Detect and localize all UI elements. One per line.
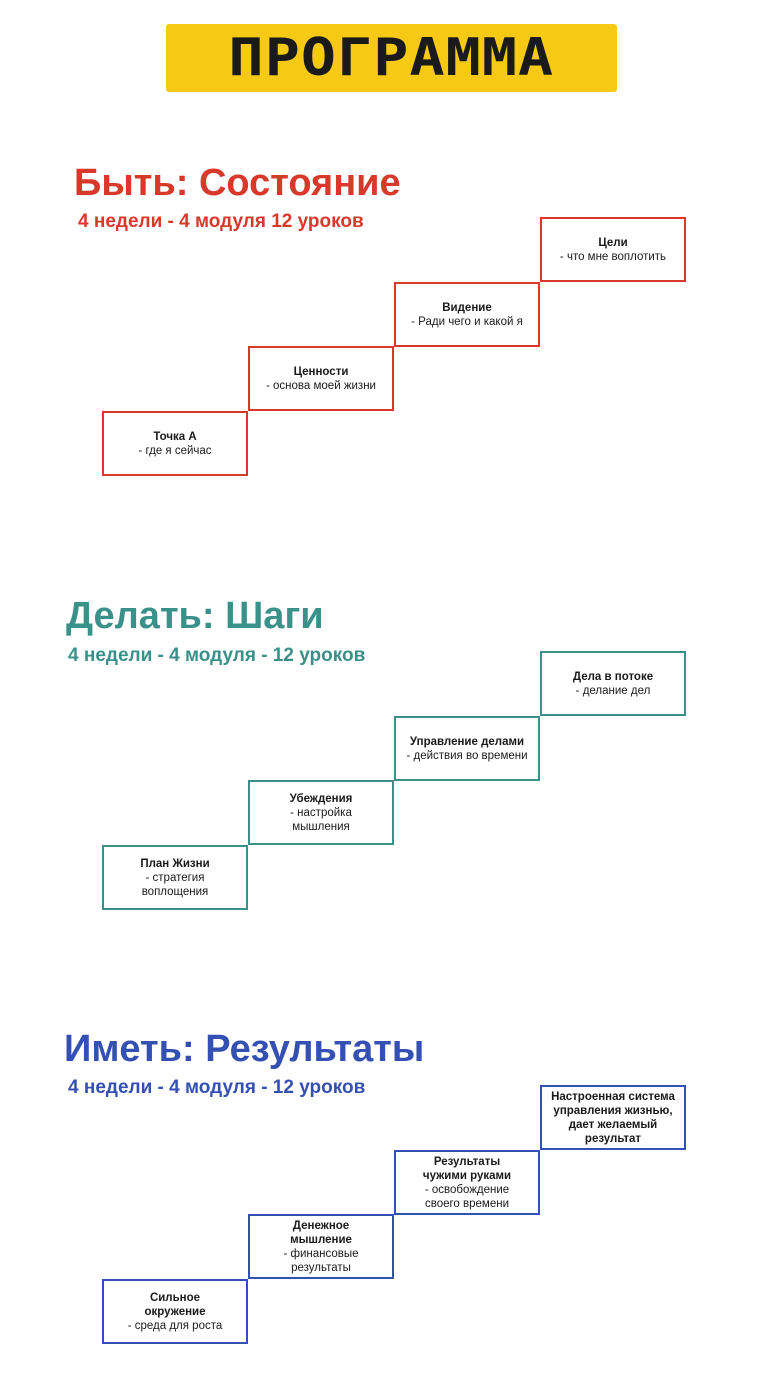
- section-subtitle: 4 недели - 4 модуля 12 уроков: [78, 211, 364, 232]
- step-desc: - Ради чего и какой я: [411, 315, 523, 328]
- step-title: Цели: [598, 236, 628, 249]
- step-desc: - где я сейчас: [138, 444, 212, 457]
- step-title: Точка А: [153, 430, 197, 443]
- step-title: План Жизни: [140, 857, 210, 870]
- banner-title: ПРОГРАММА: [228, 28, 555, 88]
- step-desc: - действия во времени: [406, 749, 528, 762]
- section-subtitle: 4 недели - 4 модуля - 12 уроков: [68, 645, 366, 666]
- step-desc: - делание дел: [575, 684, 651, 697]
- step-title: Управление делами: [409, 735, 525, 748]
- step-box: [394, 282, 540, 347]
- section-title: Быть: Состояние: [74, 162, 401, 204]
- step-box: [394, 1150, 540, 1215]
- step-box: [102, 1279, 248, 1344]
- step-title: Видение: [442, 301, 492, 314]
- step-desc: - стратегия воплощения: [141, 871, 209, 898]
- step-desc: - освобождение своего времени: [424, 1183, 510, 1210]
- step-desc: - что мне воплотить: [559, 250, 667, 263]
- step-desc: - среда для роста: [127, 1319, 223, 1332]
- step-box: [394, 716, 540, 781]
- step-box: [248, 780, 394, 845]
- step-desc: - настройка мышления: [290, 806, 352, 833]
- step-box: [102, 411, 248, 476]
- step-title: Результаты чужими руками: [422, 1155, 512, 1182]
- step-title: Убеждения: [289, 792, 353, 805]
- step-box: [102, 845, 248, 910]
- section-title: Иметь: Результаты: [64, 1028, 425, 1070]
- step-box: [540, 217, 686, 282]
- step-title: Сильное окружение: [144, 1291, 206, 1318]
- step-box: [540, 651, 686, 716]
- step-title: Денежное мышление: [290, 1219, 352, 1246]
- step-box: [248, 1214, 394, 1279]
- step-desc: - финансовые результаты: [283, 1247, 359, 1274]
- step-box: [540, 1085, 686, 1150]
- step-title: Настроенная система управления жизнью, дает желаемый результат: [551, 1090, 675, 1145]
- program-banner: [166, 24, 617, 92]
- step-title: Дела в потоке: [572, 670, 654, 683]
- step-box: [248, 346, 394, 411]
- section-title: Делать: Шаги: [66, 595, 324, 637]
- step-desc: - основа моей жизни: [266, 379, 376, 392]
- section-subtitle: 4 недели - 4 модуля - 12 уроков: [68, 1077, 366, 1098]
- step-title: Ценности: [293, 365, 349, 378]
